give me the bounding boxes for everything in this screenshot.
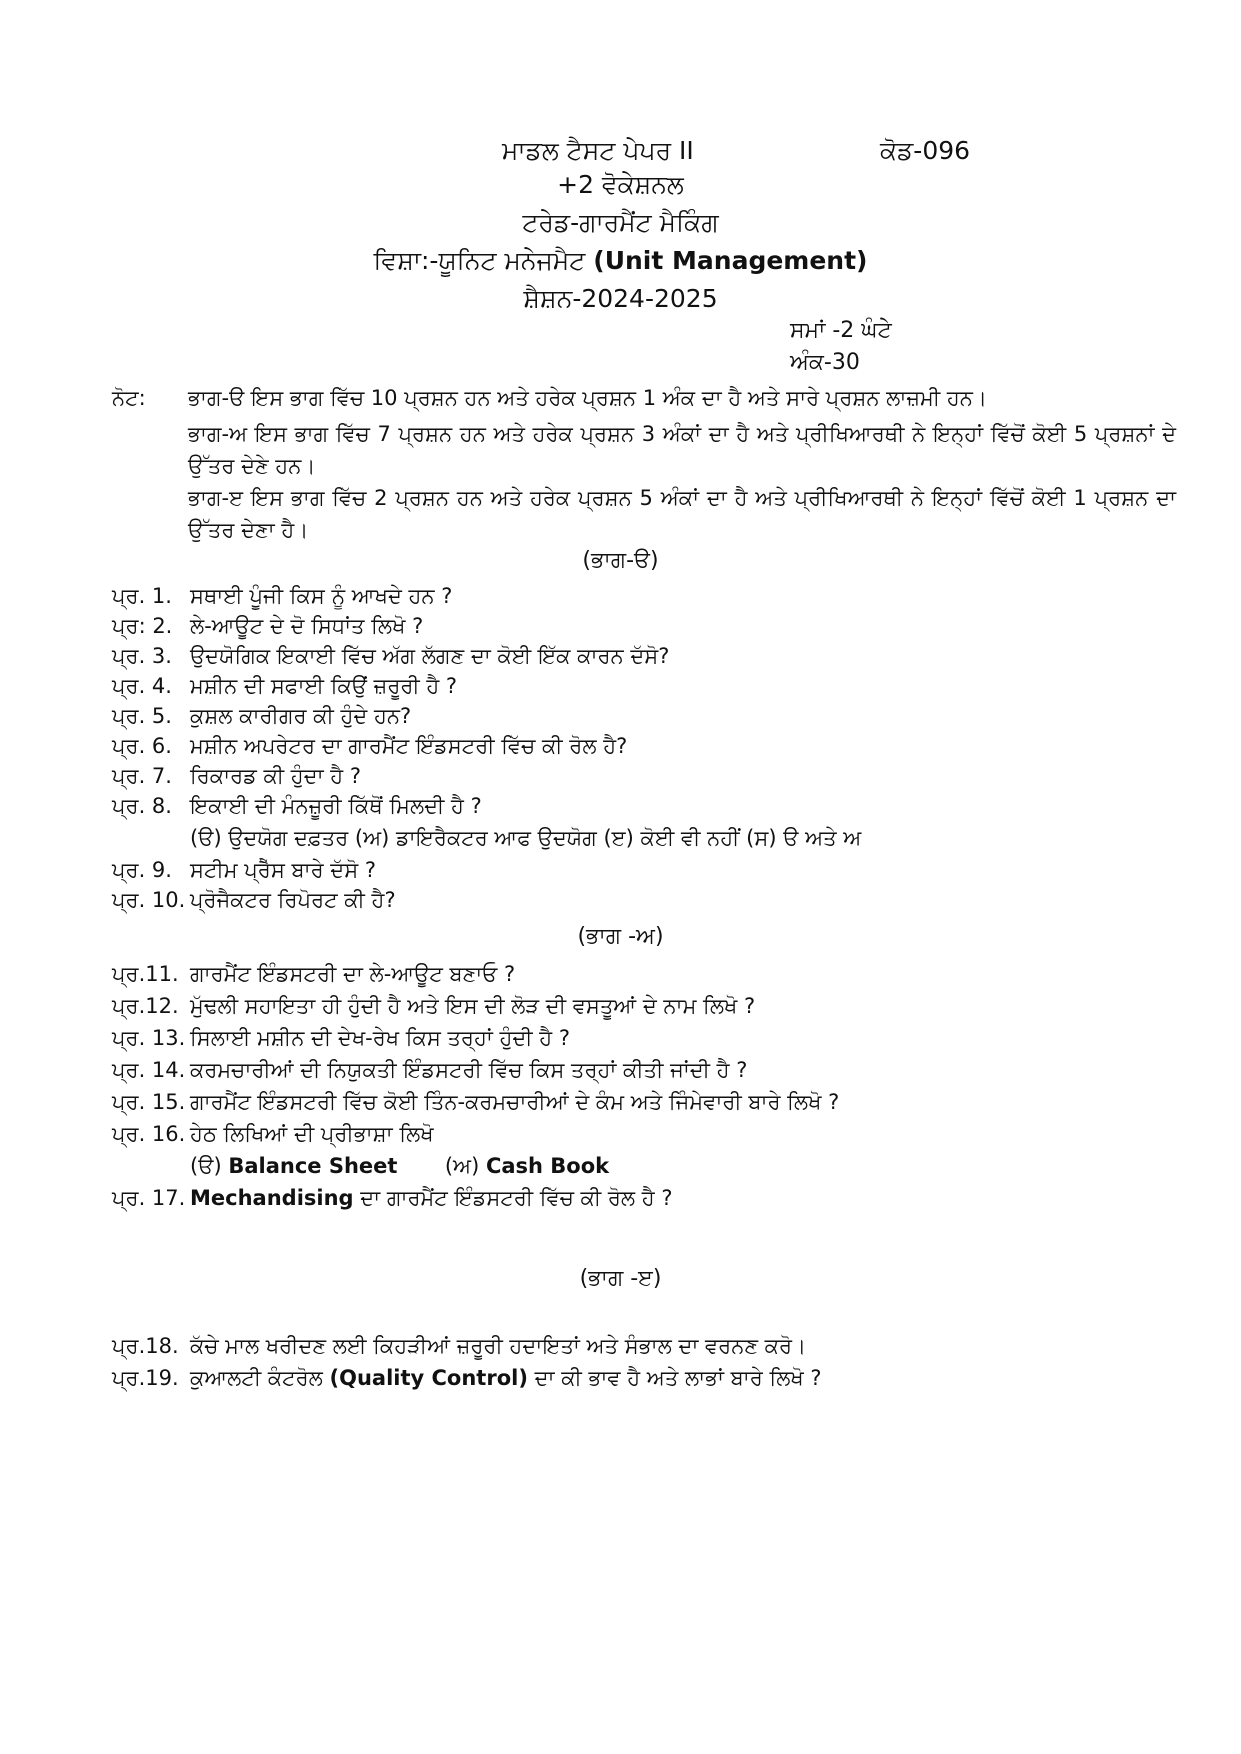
- question-text: ਗਾਰਮੈਂਟ ਇੰਡਸਟਰੀ ਵਿੱਚ ਕੋਈ ਤਿੰਨ-ਕਰਮਚਾਰੀਆਂ ਦੇ ਕੰਮ ਅਤੇ ਜਿੰਮੇਵਾਰੀ ਬਾਰੇ ਲਿਖੋ ?: [190, 1090, 840, 1114]
- question-number: ਪ੍ਰ. 6.: [112, 734, 172, 758]
- section-a-heading: (ਭਾਗ-ੳ): [582, 548, 659, 573]
- question-text-bold: (Quality Control): [329, 1366, 528, 1390]
- option-b-text: Cash Book: [485, 1154, 610, 1178]
- question-text: ਲੇ-ਆਊਟ ਦੇ ਦੋ ਸਿਧਾਂਤ ਲਿਖੋ ?: [190, 614, 424, 638]
- question-number: ਪ੍ਰ. 17.: [112, 1186, 186, 1210]
- trade-title: ਟਰੇਡ-ਗਾਰਮੈਂਟ ਮੈਕਿੰਗ: [522, 208, 719, 237]
- subject-title: [0, 246, 1241, 276]
- question-text: ਮਸ਼ੀਨ ਦੀ ਸਫਾਈ ਕਿਉਂ ਜ਼ਰੂਰੀ ਹੈ ?: [190, 674, 458, 698]
- note-section-c: ਭਾਗ-ੲ ਇਸ ਭਾਗ ਵਿੱਚ 2 ਪ੍ਰਸ਼ਨ ਹਨ ਅਤੇ ਹਰੇਕ ਪ੍ਰਸ਼ਨ 5 ਅੰਕਾਂ ਦਾ ਹੈ ਅਤੇ ਪ੍ਰੀਖਿਆਰਥੀ ਨੇ ਇਨ੍ਹਾਂ ਵਿੱਚੋਂ ਕੋਈ 1 ਪ੍ਰਸ਼ਨ ਦਾ ਉੱਤਰ ਦੇਣਾ ਹੈ।: [188, 486, 1176, 542]
- class-title: +2 ਵੋਕੇਸ਼ਨਲ: [557, 170, 684, 199]
- question-number: ਪ੍ਰ. 9.: [112, 858, 172, 882]
- option-a-label: (ੳ): [190, 1154, 222, 1178]
- question-number: ਪ੍ਰ. 16.: [112, 1122, 186, 1146]
- question-number: ਪ੍ਰ.18.: [112, 1334, 179, 1358]
- question-number: ਪ੍ਰ.12.: [112, 994, 179, 1018]
- question-text: ਰਿਕਾਰਡ ਕੀ ਹੁੰਦਾ ਹੈ ?: [190, 764, 361, 788]
- question-16-options: [190, 1154, 609, 1179]
- question-number: ਪ੍ਰ. 7.: [112, 764, 172, 788]
- question-text-pre: ਕੁਆਲਟੀ ਕੰਟਰੋਲ: [190, 1366, 323, 1390]
- question-text: ਕੱਚੇ ਮਾਲ ਖਰੀਦਣ ਲਈ ਕਿਹੜੀਆਂ ਜ਼ਰੂਰੀ ਹਦਾਇਤਾਂ ਅਤੇ ਸੰਭਾਲ ਦਾ ਵਰਨਣ ਕਰੋ।: [190, 1334, 807, 1358]
- question-text: ਦਾ ਕੀ ਭਾਵ ਹੈ ਅਤੇ ਲਾਭਾਂ ਬਾਰੇ ਲਿਖੋ ?: [534, 1366, 822, 1390]
- note-section-a: ਭਾਗ-ੳ ਇਸ ਭਾਗ ਵਿੱਚ 10 ਪ੍ਰਸ਼ਨ ਹਨ ਅਤੇ ਹਰੇਕ ਪ੍ਰਸ਼ਨ 1 ਅੰਕ ਦਾ ਹੈ ਅਤੇ ਸਾਰੇ ਪ੍ਰਸ਼ਨ ਲਾਜ਼ਮੀ ਹਨ।: [188, 386, 988, 410]
- subject-english: (Unit Management): [593, 246, 868, 275]
- section-c-heading: (ਭਾਗ -ੲ): [579, 1266, 662, 1291]
- question-number: ਪ੍ਰ. 15.: [112, 1090, 186, 1114]
- question-text-wrap: [190, 1366, 822, 1391]
- question-text: ਦਾ ਗਾਰਮੈਂਟ ਇੰਡਸਟਰੀ ਵਿੱਚ ਕੀ ਰੋਲ ਹੈ ?: [360, 1186, 673, 1210]
- question-number: ਪ੍ਰ. 3.: [112, 644, 172, 668]
- question-8-options: (ੳ) ਉਦਯੋਗ ਦਫ਼ਤਰ (ਅ) ਡਾਇਰੈਕਟਰ ਆਫ ਉਦਯੋਗ (ੲ) ਕੋਈ ਵੀ ਨਹੀਂ (ਸ) ੳ ਅਤੇ ਅ: [190, 826, 862, 850]
- note-section-b: ਭਾਗ-ਅ ਇਸ ਭਾਗ ਵਿੱਚ 7 ਪ੍ਰਸ਼ਨ ਹਨ ਅਤੇ ਹਰੇਕ ਪ੍ਰਸ਼ਨ 3 ਅੰਕਾਂ ਦਾ ਹੈ ਅਤੇ ਪ੍ਰੀਖਿਆਰਥੀ ਨੇ ਇਨ੍ਹਾਂ ਵਿੱਚੋਂ ਕੋਈ 5 ਪ੍ਰਸ਼ਨਾਂ ਦੇ ਉੱਤਰ ਦੇਣੇ ਹਨ।: [188, 422, 1176, 478]
- question-text: ਸਟੀਮ ਪ੍ਰੈੱਸ ਬਾਰੇ ਦੱਸੋ ?: [190, 858, 377, 882]
- question-text-wrap: [190, 1186, 672, 1211]
- paper-code: ਕੋਡ-096: [880, 136, 971, 165]
- question-text: ਸਿਲਾਈ ਮਸ਼ੀਨ ਦੀ ਦੇਖ-ਰੇਖ ਕਿਸ ਤਰ੍ਹਾਂ ਹੁੰਦੀ ਹੈ ?: [190, 1026, 570, 1050]
- paper-title: ਮਾਡਲ ਟੈਸਟ ਪੇਪਰ II: [502, 136, 694, 165]
- question-text: ਕਰਮਚਾਰੀਆਂ ਦੀ ਨਿਯੁਕਤੀ ਇੰਡਸਟਰੀ ਵਿੱਚ ਕਿਸ ਤਰ੍ਹਾਂ ਕੀਤੀ ਜਾਂਦੀ ਹੈ ?: [190, 1058, 748, 1082]
- question-number: ਪ੍ਰ. 5.: [112, 704, 172, 728]
- note-label: ਨੋਟ:: [112, 386, 146, 410]
- question-number: ਪ੍ਰ. 14.: [112, 1058, 186, 1082]
- question-text: ਪ੍ਰੋਜੈਕਟਰ ਰਿਪੋਰਟ ਕੀ ਹੈ?: [190, 888, 396, 912]
- section-b-heading: (ਭਾਗ -ਅ): [577, 924, 664, 949]
- question-number: ਪ੍ਰ.11.: [112, 962, 179, 986]
- subject-punjabi: ਵਿਸ਼ਾ:-ਯੂਨਿਟ ਮਨੇਜਮੈਟ: [373, 246, 586, 275]
- question-text: ਸਥਾਈ ਪੂੰਜੀ ਕਿਸ ਨੂੰ ਆਖਦੇ ਹਨ ?: [190, 584, 453, 608]
- max-marks: ਅੰਕ-30: [790, 350, 860, 375]
- question-text: ਮੁੱਢਲੀ ਸਹਾਇਤਾ ਹੀ ਹੁੰਦੀ ਹੈ ਅਤੇ ਇਸ ਦੀ ਲੋੜ ਦੀ ਵਸਤੂਆਂ ਦੇ ਨਾਮ ਲਿਖੋ ?: [190, 994, 756, 1018]
- question-text: ਕੁਸ਼ਲ ਕਾਰੀਗਰ ਕੀ ਹੁੰਦੇ ਹਨ?: [190, 704, 412, 728]
- time-allowed: ਸਮਾਂ -2 ਘੰਟੇ: [790, 318, 892, 343]
- question-number: ਪ੍ਰ. 8.: [112, 794, 172, 818]
- question-text: ਹੇਠ ਲਿਖਿਆਂ ਦੀ ਪ੍ਰੀਭਾਸ਼ਾ ਲਿਖੋ: [190, 1122, 434, 1146]
- question-number: ਪ੍ਰ. 10.: [112, 888, 186, 912]
- question-number: ਪ੍ਰ. 1.: [112, 584, 172, 608]
- question-number: ਪ੍ਰ. 4.: [112, 674, 172, 698]
- question-text: ਗਾਰਮੈਂਟ ਇੰਡਸਟਰੀ ਦਾ ਲੇ-ਆਊਟ ਬਣਾਓ ?: [190, 962, 516, 986]
- option-b-label: (ਅ): [444, 1154, 480, 1178]
- option-a-text: Balance Sheet: [228, 1154, 398, 1178]
- question-number: ਪ੍ਰ. 13.: [112, 1026, 186, 1050]
- question-number: ਪ੍ਰ.19.: [112, 1366, 179, 1390]
- session-title: ਸ਼ੈਸ਼ਨ-2024-2025: [523, 284, 718, 313]
- question-text: ਮਸ਼ੀਨ ਅਪਰੇਟਰ ਦਾ ਗਾਰਮੈਂਟ ਇੰਡਸਟਰੀ ਵਿੱਚ ਕੀ ਰੋਲ ਹੈ?: [190, 734, 628, 758]
- question-text-bold: Mechandising: [190, 1186, 354, 1210]
- question-text: ਇਕਾਈ ਦੀ ਮੰਨਜ਼ੂਰੀ ਕਿੱਥੋਂ ਮਿਲਦੀ ਹੈ ?: [190, 794, 482, 818]
- question-text: ਉਦਯੋਗਿਕ ਇਕਾਈ ਵਿੱਚ ਅੱਗ ਲੱਗਣ ਦਾ ਕੋਈ ਇੱਕ ਕਾਰਨ ਦੱਸੋ?: [190, 644, 670, 668]
- question-number: ਪ੍ਰ: 2.: [112, 614, 173, 638]
